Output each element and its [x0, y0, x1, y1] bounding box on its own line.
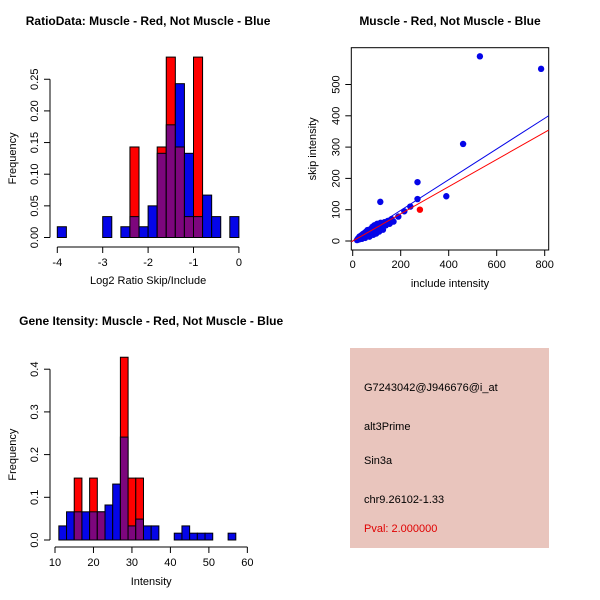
bar — [139, 227, 148, 238]
y-tick-label: 0.10 — [29, 163, 41, 185]
bar — [57, 227, 66, 238]
y-tick-label: 0.05 — [29, 195, 41, 217]
panel-intensity-scatter — [300, 0, 600, 300]
bar — [82, 512, 90, 540]
y-tick-label: 0.2 — [29, 446, 41, 463]
chromosome-location-text: chr9.26102-1.33 — [364, 494, 445, 506]
bar-overlap — [194, 217, 203, 238]
bar-overlap — [90, 512, 98, 540]
x-tick-label: 400 — [439, 259, 458, 271]
y-tick-label: 0.4 — [29, 361, 41, 377]
x-tick-label: 0 — [349, 259, 356, 271]
bar — [148, 206, 157, 238]
bar — [59, 526, 67, 540]
x-tick-label: -1 — [188, 257, 199, 269]
bar-overlap — [128, 526, 136, 540]
bar-overlap — [166, 125, 175, 238]
bar — [194, 57, 203, 237]
bar-overlap — [157, 153, 166, 237]
bar — [190, 533, 198, 540]
y-tick-label: 0.00 — [29, 226, 41, 249]
bar — [203, 195, 212, 237]
y-tick-label: 0.15 — [29, 131, 41, 154]
plot-box — [351, 48, 548, 250]
bar-overlap — [74, 512, 82, 540]
panel-gene-info — [300, 300, 600, 600]
data-point — [460, 141, 466, 147]
x-tick-label: 60 — [241, 557, 254, 569]
y-tick-label: 300 — [330, 137, 343, 157]
y-tick-label: 200 — [330, 169, 343, 188]
x-tick-label: 30 — [125, 557, 139, 569]
pval-text: Pval: 2.000000 — [364, 523, 438, 535]
data-point — [477, 53, 483, 59]
bar-overlap — [184, 217, 193, 238]
histogram-bars — [57, 57, 239, 237]
y-tick-label: 0.20 — [29, 100, 41, 122]
histogram-bars — [59, 357, 236, 540]
panel-ratio-histogram — [0, 0, 300, 300]
x-tick-label: 10 — [48, 557, 62, 569]
fit-line-muscle-fit — [351, 130, 548, 242]
y-tick-label: 0.1 — [29, 489, 41, 505]
ratio-histogram-chart — [0, 0, 300, 300]
bar — [182, 526, 190, 540]
x-tick-label: 200 — [391, 259, 410, 271]
y-axis-title: skip intensity — [307, 117, 319, 181]
bar — [228, 533, 236, 540]
gene-name-text: Sin3a — [364, 455, 393, 467]
chart-title: Muscle - Red, Not Muscle - Blue — [359, 14, 541, 28]
chart-title: Gene Itensity: Muscle - Red, Not Muscle - Blue — [19, 314, 284, 328]
bar — [197, 533, 205, 540]
x-axis-title: Log2 Ratio Skip/Include — [90, 275, 207, 287]
bar — [103, 217, 112, 238]
x-axis — [350, 250, 554, 271]
bar-overlap — [97, 512, 105, 540]
gene-intensity-histogram-chart — [0, 300, 300, 600]
x-tick-label: 0 — [235, 257, 242, 269]
bar — [151, 526, 159, 540]
bar — [113, 484, 121, 540]
splice-type-text: alt3Prime — [364, 421, 411, 433]
bar — [143, 526, 151, 540]
fit-line-not-muscle-fit — [351, 116, 548, 242]
data-point — [443, 193, 449, 199]
y-tick-label: 0 — [330, 237, 343, 245]
gene-info-box — [350, 348, 549, 548]
x-axis — [49, 547, 254, 569]
bar-overlap — [175, 147, 184, 238]
bar — [105, 505, 113, 540]
intensity-scatter-chart — [300, 0, 600, 300]
x-tick-label: 50 — [202, 557, 216, 569]
y-axis-title: Frequency — [7, 132, 19, 185]
x-axis-title: Intensity — [130, 576, 172, 588]
y-axis-title: Frequency — [7, 428, 19, 481]
panel-gene-intensity-histogram — [0, 300, 300, 600]
x-tick-label: -3 — [97, 257, 108, 269]
y-tick-label: 500 — [330, 75, 343, 94]
bar-overlap — [120, 437, 128, 540]
bar — [67, 512, 75, 540]
data-point — [417, 207, 423, 213]
y-axis — [29, 69, 50, 249]
data-point — [538, 66, 544, 72]
bar — [121, 227, 130, 238]
y-tick-label: 400 — [330, 106, 343, 125]
data-point — [414, 179, 420, 185]
y-tick-label: 0.0 — [29, 532, 41, 548]
bar — [230, 217, 239, 238]
x-tick-label: 40 — [164, 557, 177, 569]
probe-id-text: G7243042@J946676@i_at — [364, 382, 498, 394]
x-tick-label: 20 — [87, 557, 100, 569]
y-tick-label: 100 — [330, 200, 343, 219]
chart-title: RatioData: Muscle - Red, Not Muscle - Blue — [25, 14, 271, 28]
points-muscle_red — [417, 207, 423, 213]
y-tick-label: 0.25 — [29, 68, 41, 90]
bar — [205, 533, 213, 540]
data-point — [377, 199, 383, 205]
x-tick-label: -2 — [143, 257, 153, 269]
bar-overlap — [136, 519, 144, 540]
bar-overlap — [130, 217, 139, 238]
x-tick-label: -4 — [52, 257, 63, 269]
bar — [174, 533, 182, 540]
x-axis-title: include intensity — [410, 278, 490, 290]
y-tick-label: 0.3 — [29, 404, 41, 420]
y-axis — [29, 362, 50, 548]
bar — [212, 217, 221, 238]
x-tick-label: 800 — [535, 259, 554, 271]
x-tick-label: 600 — [487, 259, 506, 271]
y-axis — [330, 75, 351, 244]
x-axis — [52, 247, 242, 269]
